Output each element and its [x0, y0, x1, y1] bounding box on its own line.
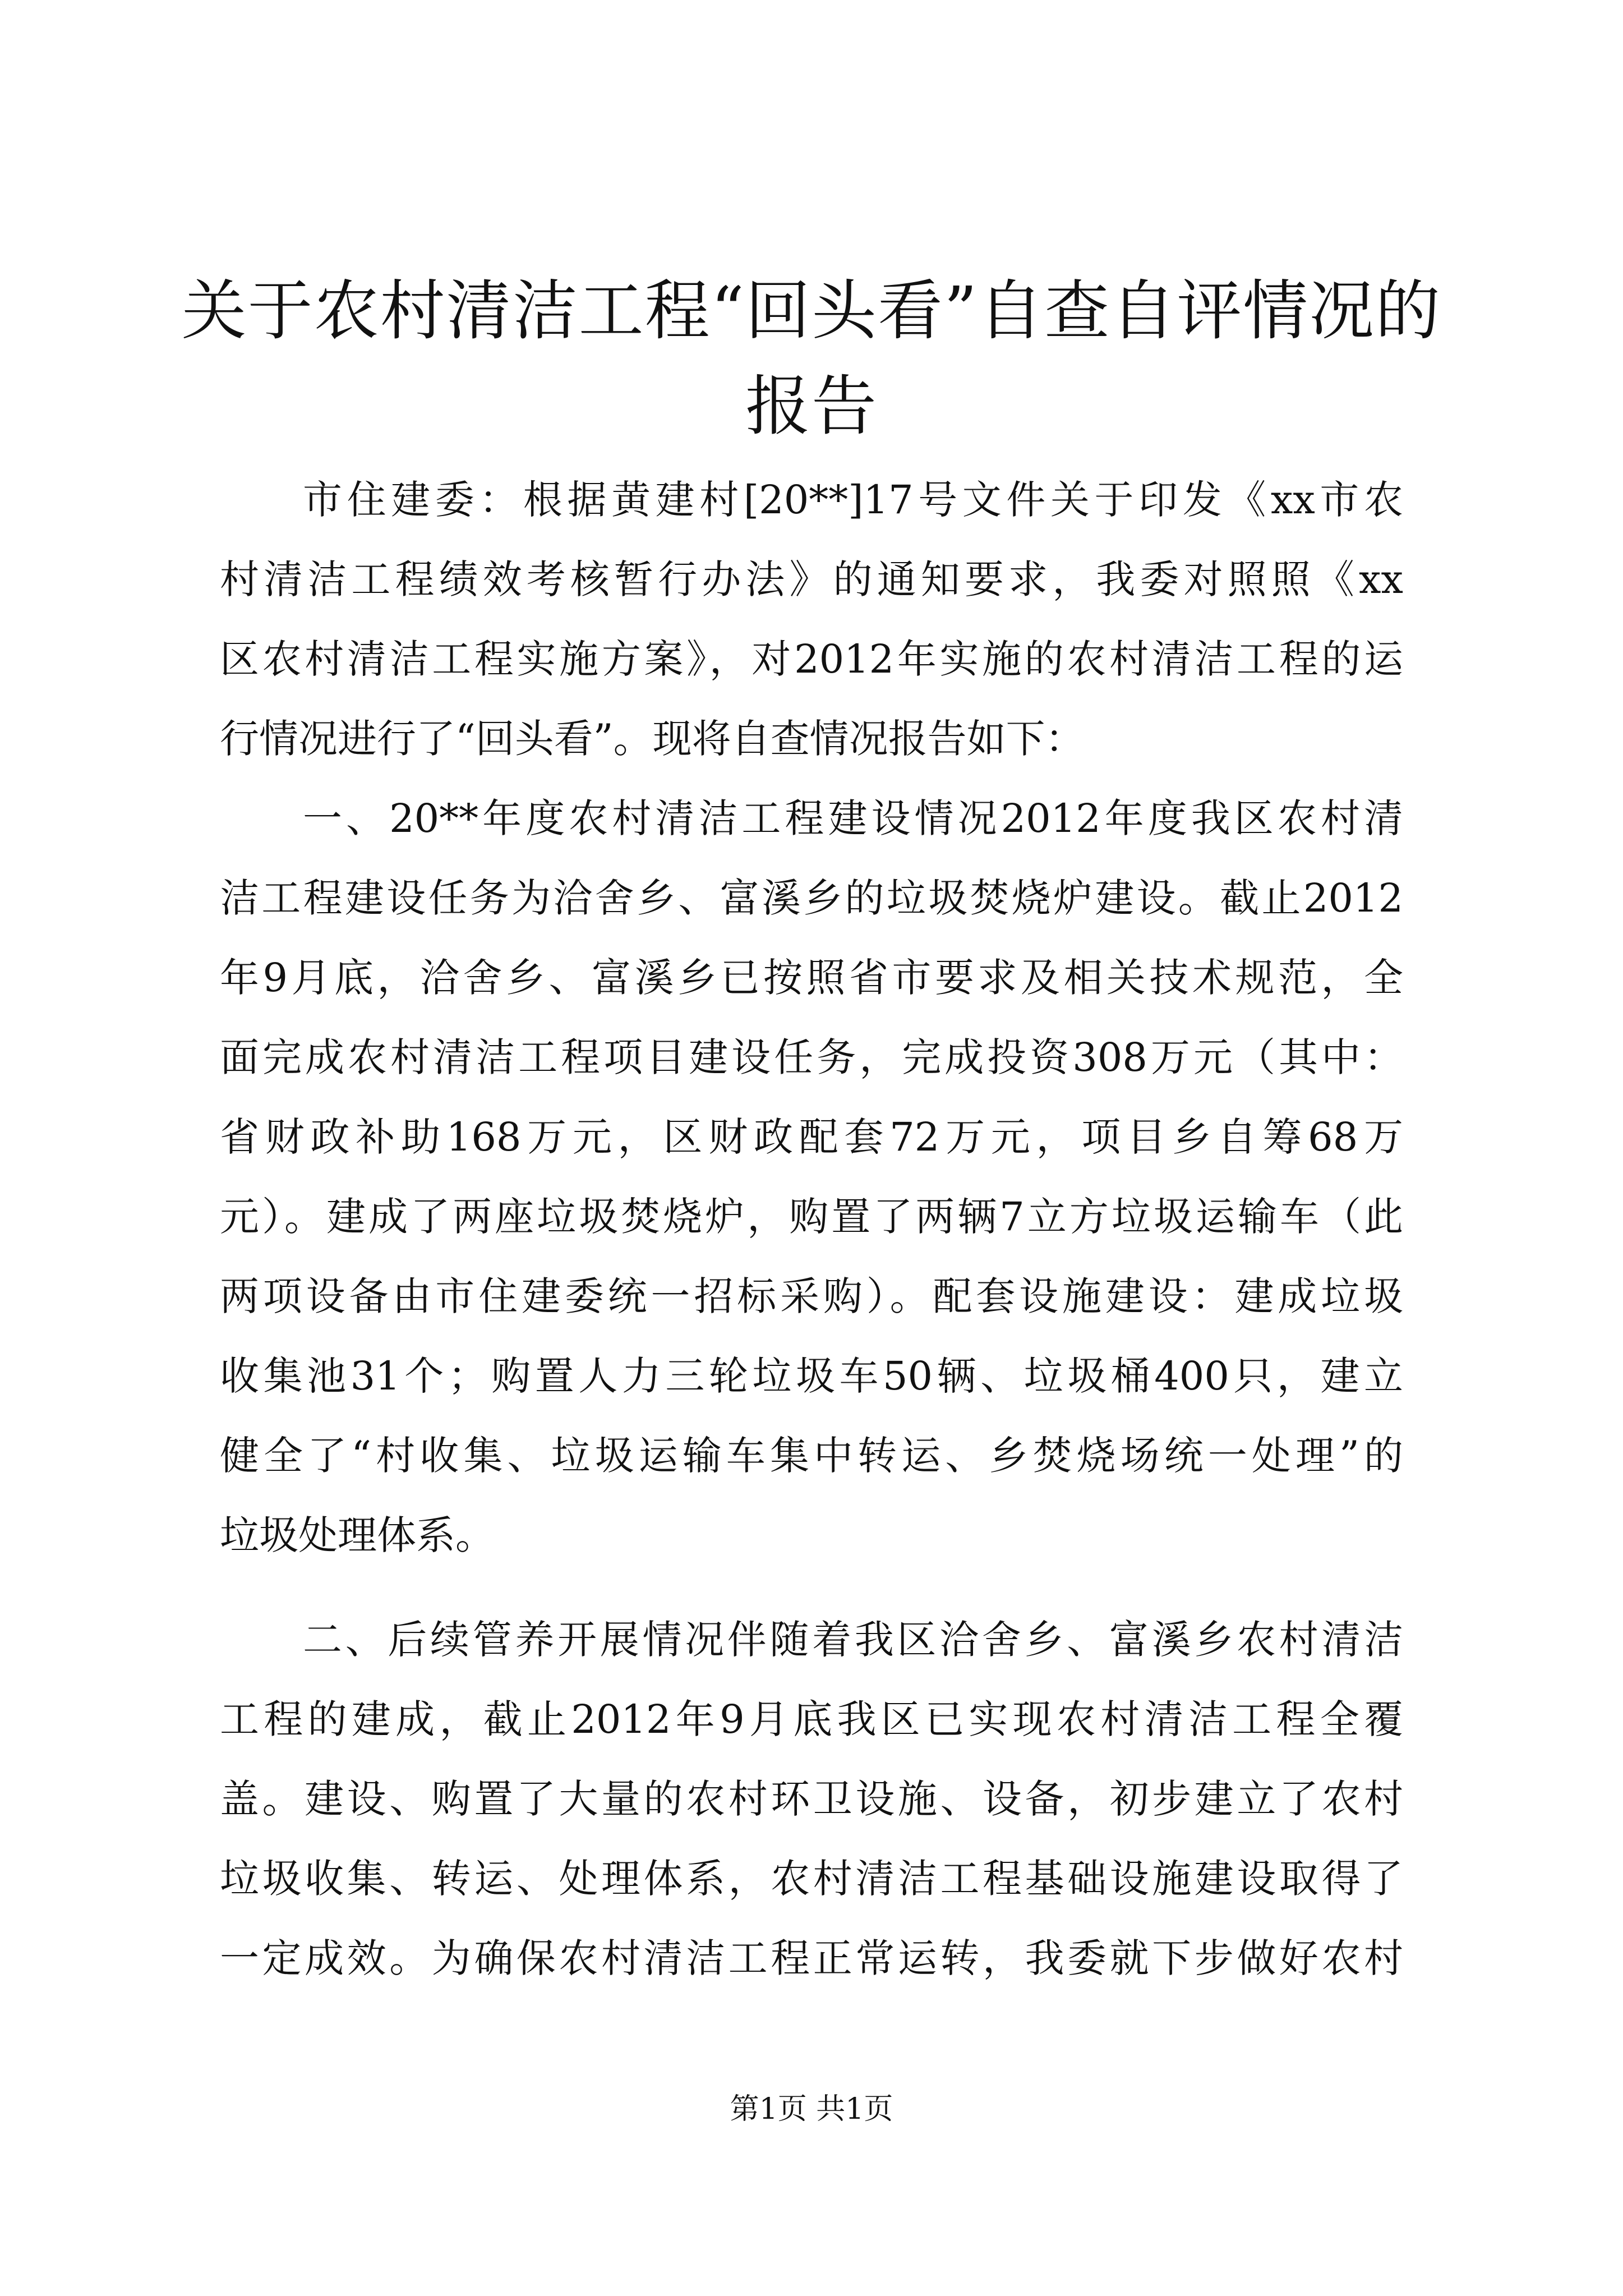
- body-line: 面完成农村清洁工程项目建设任务，完成投资308万元（其中：: [220, 1034, 1403, 1080]
- body-line: 垃圾处理体系。: [220, 1512, 495, 1558]
- body-line: 洁工程建设任务为洽舍乡、富溪乡的垃圾焚烧炉建设。截止2012: [220, 875, 1403, 921]
- body-line: 一、20**年度农村清洁工程建设情况2012年度我区农村清: [303, 795, 1403, 841]
- body-line: 两项设备由市住建委统一招标采购）。配套设施建设：建成垃圾: [220, 1273, 1403, 1319]
- body-line: 元）。建成了两座垃圾焚烧炉，购置了两辆7立方垃圾运输车（此: [220, 1194, 1403, 1240]
- body-line: 二、后续管养开展情况伴随着我区洽舍乡、富溪乡农村清洁: [303, 1617, 1403, 1663]
- body-line: 村清洁工程绩效考核暂行办法》的通知要求，我委对照照《xx: [220, 556, 1403, 602]
- body-line: 行情况进行了“回头看”。现将自查情况报告如下：: [220, 716, 1085, 762]
- body-line: 垃圾收集、转运、处理体系，农村清洁工程基础设施建设取得了: [220, 1856, 1403, 1902]
- body-line: 健全了“村收集、垃圾运输车集中转运、乡焚烧场统一处理”的: [220, 1433, 1403, 1479]
- page-footer: 第1页 共1页: [730, 2092, 893, 2126]
- document-body: [220, 460, 1403, 1998]
- body-line: 区农村清洁工程实施方案》，对2012年实施的农村清洁工程的运: [220, 636, 1403, 682]
- body-line: 市住建委：根据黄建村[20**]17号文件关于印发《xx市农: [303, 477, 1403, 523]
- document-title: [168, 264, 1455, 454]
- body-line: 盖。建设、购置了大量的农村环卫设施、设备，初步建立了农村: [220, 1776, 1403, 1822]
- title-line-2: 报告: [745, 369, 878, 444]
- body-line: 一定成效。为确保农村清洁工程正常运转，我委就下步做好农村: [220, 1935, 1403, 1981]
- body-line: 年9月底，洽舍乡、富溪乡已按照省市要求及相关技术规范，全: [220, 955, 1403, 1001]
- body-line: 省财政补助168万元，区财政配套72万元，项目乡自筹68万: [220, 1114, 1403, 1160]
- body-line: 工程的建成，截止2012年9月底我区已实现农村清洁工程全覆: [220, 1696, 1403, 1742]
- body-line: 收集池31个；购置人力三轮垃圾车50辆、垃圾桶400只，建立: [220, 1353, 1403, 1399]
- title-line-1: 关于农村清洁工程“回头看”自查自评情况的: [181, 273, 1442, 349]
